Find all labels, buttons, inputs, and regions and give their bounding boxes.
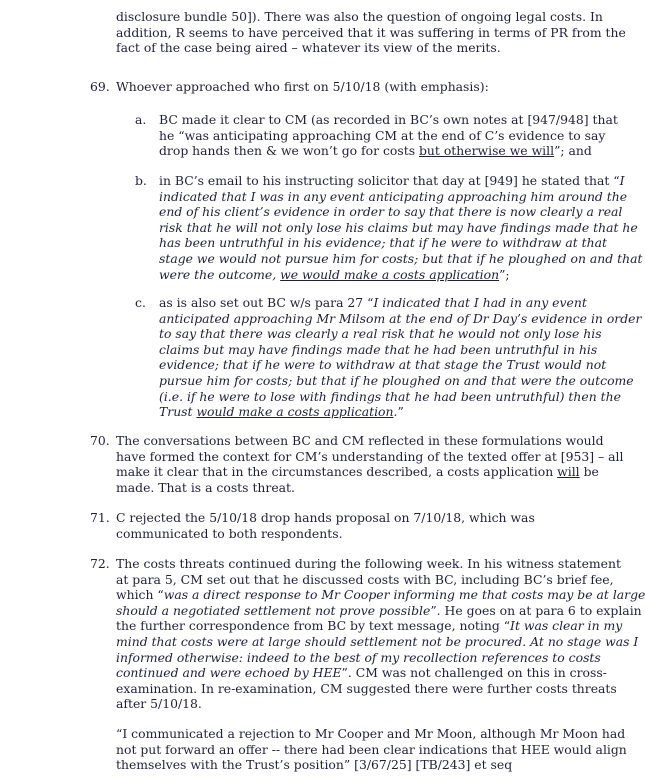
text-line: (i.e. if he were to lose with findings that he had been untruthful) then the — [159, 388, 621, 404]
paragraph-71-text — [116, 510, 535, 541]
text-line: end of his client’s evidence in order to say that there is now clearly a real — [159, 204, 623, 220]
subparagraph-a — [159, 112, 618, 159]
paragraph-number-71: 71. — [90, 510, 110, 525]
paragraph-number-69: 69. — [90, 79, 110, 94]
text-line: to say that there was clearly a real risk that he would not only lose his — [159, 326, 602, 342]
text-line: in BC’s email to his instructing solicitor that day at [949] he stated that “I — [159, 173, 625, 188]
text-line: claims but may have findings made that he had been untruthful in his — [159, 341, 598, 357]
underlined-emphasis: we would make a costs application — [280, 266, 500, 282]
subparagraph-b — [159, 173, 642, 282]
paragraph-number-70: 70. — [90, 433, 110, 448]
text-line: examination. In re-examination, CM suggested there were further costs threats — [116, 680, 617, 696]
paragraph-number-72: 72. — [90, 556, 110, 571]
text-line: make it clear that in the circumstances described, a costs application will be — [116, 464, 599, 480]
subparagraph-letter-b: b. — [135, 173, 147, 188]
text-line: he “was anticipating approaching CM at the end of C’s evidence to say — [159, 127, 606, 143]
text-line: informed otherwise: indeed to the best of my recollection references to costs — [116, 649, 601, 665]
text-line: the further correspondence from BC by text message, noting “It was clear in my — [116, 618, 623, 634]
subparagraph-c — [159, 295, 641, 420]
text-line: C rejected the 5/10/18 drop hands proposal on 7/10/18, which was — [116, 510, 535, 525]
paragraph-72-text — [116, 556, 645, 712]
text-line: disclosure bundle 50]). There was also the question of ongoing legal costs. In — [116, 9, 603, 24]
text-line: drop hands then & we won’t go for costs but otherwise we will”; and — [159, 143, 592, 159]
text-line: made. That is a costs threat. — [116, 479, 295, 495]
text-line: should a negotiated settlement not prove possible”. He goes on at para 6 to explain — [116, 602, 642, 618]
quotation-block — [116, 726, 627, 773]
text-line: risk that he will not only lose his claims but may have findings made that he — [159, 219, 638, 235]
text-line: as is also set out BC w/s para 27 “I indicated that I had in any event — [159, 295, 587, 310]
text-line: after 5/10/18. — [116, 696, 202, 712]
intro-paragraph — [116, 9, 626, 56]
text-line: have formed the context for CM’s understanding of the texted offer at [953] – all — [116, 448, 624, 464]
text-line: not put forward an offer -- there had been clear indications that HEE would align — [116, 741, 627, 757]
text-line: pursue him for costs; but that if he ploughed on and that were the outcome — [159, 372, 634, 388]
text-line: evidence; that if he were to withdraw at that stage the Trust would not — [159, 357, 607, 373]
text-line: Trust would make a costs application.” — [159, 404, 404, 420]
text-line: addition, R seems to have perceived that it was suffering in terms of PR from the — [116, 24, 626, 40]
text-line: indicated that I was in any event anticipating approaching him around the — [159, 188, 628, 204]
text-line: at para 5, CM set out that he discussed costs with BC, including BC’s brief fee, — [116, 571, 614, 587]
underlined-emphasis: but otherwise we will — [419, 143, 555, 159]
text-line: communicated to both respondents. — [116, 525, 343, 541]
text-line: mind that costs were at large should settlement not be procured. At no stage was I — [116, 633, 639, 649]
text-line: fact of the case being aired – whatever its view of the merits. — [116, 40, 501, 56]
paragraph-69-text: Whoever approached who first on 5/10/18 (with emphasis): — [116, 79, 489, 94]
underlined-emphasis: would make a costs application — [196, 404, 394, 420]
text-line: “I communicated a rejection to Mr Cooper and Mr Moon, although Mr Moon had — [116, 726, 626, 741]
paragraph-70-text — [116, 433, 623, 495]
text-line: stage we would not pursue him for costs; but that if he ploughed on and that — [159, 250, 643, 266]
subparagraph-letter-a: a. — [135, 112, 147, 127]
text-line: has been untruthful in his evidence; that if he were to withdraw at that — [159, 235, 607, 251]
text-line: The costs threats continued during the following week. In his witness statement — [116, 556, 621, 571]
text-line: continued and were echoed by HEE”. CM was not challenged on this in cross- — [116, 665, 607, 681]
text-line: which “was a direct response to Mr Cooper informing me that costs may be at large — [116, 587, 645, 603]
underlined-emphasis: will — [557, 464, 580, 480]
text-line: BC made it clear to CM (as recorded in BC’s own notes at [947/948] that — [159, 112, 618, 127]
text-line: The conversations between BC and CM reflected in these formulations would — [116, 433, 604, 448]
text-line: were the outcome, we would make a costs application”; — [159, 266, 510, 282]
subparagraph-letter-c: c. — [135, 295, 146, 310]
text-line: themselves with the Trust’s position” [3/67/25] [TB/243] et seq — [116, 757, 513, 773]
text-line: anticipated approaching Mr Milsom at the end of Dr Day’s evidence in order — [159, 310, 642, 326]
